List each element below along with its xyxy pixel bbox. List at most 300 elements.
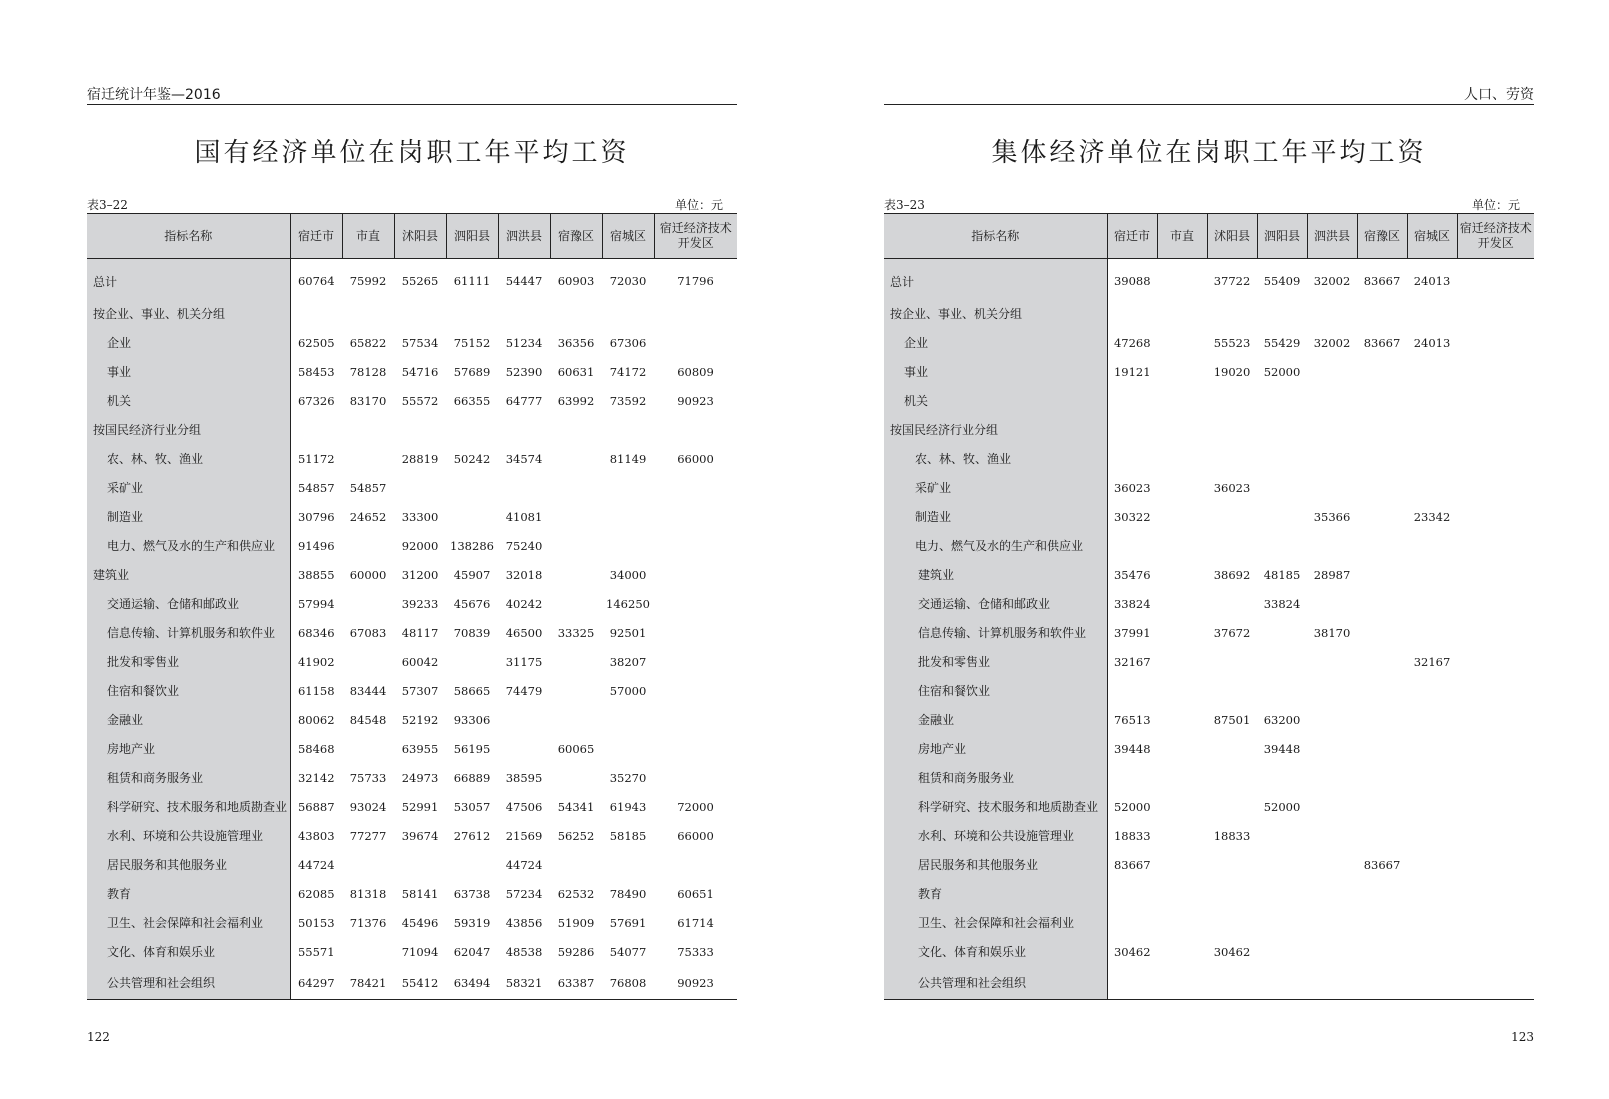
table-cell: 18833 [1113,828,1151,843]
table-cell: 78490 [609,886,647,901]
wage-table-collective [884,213,1534,1000]
table-cell: 52991 [401,799,439,814]
header-region: 泗阳县 [1257,214,1307,259]
row-label: 电力、燃气及水的生产和供应业 [87,531,290,560]
table-cell: 57534 [401,335,439,350]
table-cell [1307,676,1357,705]
table-cell [1157,473,1207,502]
header-region: 宿豫区 [1357,214,1407,259]
table-cell: 83667 [1113,857,1151,872]
table-row [884,560,1534,589]
table-cell: 52000 [1113,799,1151,814]
table-cell: 60651 [677,886,714,901]
header-region: 宿迁经济技术开发区 [654,214,737,259]
table-cell: 76808 [602,966,654,1000]
table-cell: 60903 [557,274,595,288]
table-cell [1257,473,1307,502]
row-label: 电力、燃气及水的生产和供应业 [884,531,1107,560]
table-cell [1157,734,1207,763]
row-label: 建筑业 [884,560,1107,589]
table-cell [1207,444,1257,473]
header-region: 泗阳县 [446,214,498,259]
table-cell: 58185 [609,828,647,843]
table-cell [1307,908,1357,937]
table-cell [1307,531,1357,560]
table-cell: 35366 [1313,509,1351,524]
table-cell [290,299,342,328]
table-cell [1357,908,1407,937]
table-cell [1457,647,1534,676]
table-cell: 39088 [1113,274,1151,288]
table-meta [87,197,737,213]
table-cell [1457,908,1534,937]
header-indicator-name: 指标名称 [87,214,290,259]
table-cell [1257,763,1307,792]
table-cell [1107,966,1157,1000]
table-cell: 78421 [342,966,394,1000]
wage-table-state-owned [87,213,737,1000]
table-cell: 37722 [1213,274,1251,288]
table-cell: 63992 [557,393,595,408]
header-region: 泗洪县 [498,214,550,259]
table-cell [1457,259,1534,300]
row-label: 房地产业 [884,734,1107,763]
table-cell [394,473,446,502]
table-cell: 67306 [609,335,647,350]
table-cell [602,734,654,763]
table-cell: 61943 [609,799,647,814]
table-cell: 57234 [505,886,543,901]
table-cell [1407,821,1457,850]
table-cell [1307,763,1357,792]
table-cell [1357,444,1407,473]
table-cell [654,705,737,734]
table-cell [1307,792,1357,821]
row-label: 房地产业 [87,734,290,763]
table-cell: 19121 [1113,364,1151,379]
table-cell [1407,589,1457,618]
table-cell [1457,676,1534,705]
table-cell: 84548 [349,712,387,727]
table-cell: 78128 [349,364,387,379]
table-cell: 66889 [453,770,491,785]
table-cell: 138286 [450,538,494,553]
table-row [87,908,737,937]
row-label: 居民服务和其他服务业 [87,850,290,879]
table-cell [1407,966,1457,1000]
table-cell [550,560,602,589]
table-row [87,415,737,444]
table-cell [1407,908,1457,937]
table-cell: 58453 [297,364,335,379]
table-cell [1457,705,1534,734]
table-cell [1157,676,1207,705]
table-cell [1207,966,1257,1000]
header-rule [87,104,737,105]
table-cell [654,734,737,763]
table-cell [498,473,550,502]
table-cell: 59286 [557,944,595,959]
table-cell [1157,618,1207,647]
table-cell: 51909 [557,915,595,930]
table-row [884,676,1534,705]
table-cell [394,299,446,328]
header-region: 沭阳县 [394,214,446,259]
table-cell: 32002 [1313,335,1351,350]
row-label: 卫生、社会保障和社会福利业 [87,908,290,937]
table-row [884,908,1534,937]
table-cell [1457,560,1534,589]
table-cell [1107,415,1157,444]
table-row [87,734,737,763]
table-cell [1157,705,1207,734]
table-cell [1407,850,1457,879]
table-cell: 56887 [297,799,335,814]
table-cell: 21569 [505,828,543,843]
table-cell [1457,937,1534,966]
table-cell: 45496 [401,915,439,930]
table-cell [1407,937,1457,966]
table-cell [654,299,737,328]
table-cell: 54857 [297,480,335,495]
table-cell [1157,386,1207,415]
row-label: 企业 [884,328,1107,357]
row-label: 卫生、社会保障和社会福利业 [884,908,1107,937]
table-cell: 36023 [1113,480,1151,495]
table-cell [446,415,498,444]
table-cell [1307,357,1357,386]
table-row [87,879,737,908]
table-cell: 45676 [453,596,491,611]
row-label: 公共管理和社会组织 [884,966,1107,1000]
table-cell: 48117 [401,625,439,640]
table-cell: 62047 [453,944,491,959]
table-cell: 57994 [297,596,335,611]
table-cell [1457,502,1534,531]
table-cell [1407,531,1457,560]
table-cell: 60065 [557,741,595,756]
table-cell: 47506 [505,799,543,814]
table-cell [550,589,602,618]
table-cell [1357,763,1407,792]
table-cell [1307,473,1357,502]
table-cell [1407,444,1457,473]
table-cell: 75240 [505,538,543,553]
table-cell: 54716 [401,364,439,379]
table-cell: 71094 [401,944,439,959]
table-cell [1357,734,1407,763]
table-cell [1157,879,1207,908]
table-cell [1207,647,1257,676]
table-cell [602,299,654,328]
table-cell: 38595 [505,770,543,785]
table-cell: 34000 [609,567,647,582]
row-label: 公共管理和社会组织 [87,966,290,1000]
row-label: 信息传输、计算机服务和软件业 [884,618,1107,647]
table-cell [1207,763,1257,792]
table-cell [1407,357,1457,386]
table-cell [1357,618,1407,647]
table-cell [1407,560,1457,589]
table-cell [342,937,394,966]
table-cell: 46500 [505,625,543,640]
table-cell: 61714 [677,915,714,930]
table-cell: 63387 [550,966,602,1000]
table-cell: 30462 [1213,944,1251,959]
row-label: 采矿业 [884,473,1107,502]
table-cell [1257,299,1307,328]
table-cell [654,763,737,792]
table-cell [1307,734,1357,763]
table-cell: 62505 [297,335,335,350]
table-cell [1407,792,1457,821]
page-title: 集体经济单位在岗职工年平均工资 [991,138,1427,168]
table-cell [602,705,654,734]
table-cell [1157,821,1207,850]
table-cell [550,705,602,734]
table-cell [654,328,737,357]
row-label: 总计 [87,259,290,300]
table-cell [1157,299,1207,328]
table-cell [1407,299,1457,328]
table-cell [654,473,737,502]
table-cell: 83667 [1363,335,1401,350]
table-cell: 90923 [677,393,714,408]
table-cell [1257,647,1307,676]
table-cell: 63200 [1263,712,1301,727]
table-cell [1257,618,1307,647]
table-cell: 83667 [1363,857,1401,872]
table-cell [1457,531,1534,560]
table-cell [1157,259,1207,300]
table-cell: 24652 [349,509,387,524]
table-cell [1407,676,1457,705]
header-region: 宿城区 [1407,214,1457,259]
table-cell: 38207 [609,654,647,669]
table-cell: 44724 [505,857,543,872]
table-row [884,879,1534,908]
table-cell [550,763,602,792]
row-label: 科学研究、技术服务和地质勘查业 [884,792,1107,821]
page-number: 122 [87,1030,110,1044]
table-cell: 75733 [349,770,387,785]
table-cell [1307,415,1357,444]
table-cell: 55429 [1263,335,1301,350]
table-cell [654,560,737,589]
table-cell [1357,502,1407,531]
table-row [884,792,1534,821]
table-cell: 32142 [297,770,335,785]
table-cell: 32167 [1413,654,1451,669]
table-code: 表3–23 [884,198,925,212]
table-row [87,618,737,647]
table-cell: 57307 [401,683,439,698]
table-cell: 33300 [401,509,439,524]
table-cell [290,415,342,444]
table-cell: 57000 [609,683,647,698]
table-cell [498,705,550,734]
table-cell: 55572 [401,393,439,408]
table-cell: 93024 [349,799,387,814]
table-cell: 75152 [453,335,491,350]
table-cell [1157,647,1207,676]
table-cell [1457,357,1534,386]
table-cell [1207,879,1257,908]
table-cell [602,531,654,560]
table-cell: 80062 [297,712,335,727]
table-row [884,328,1534,357]
row-label: 教育 [884,879,1107,908]
table-cell [1207,792,1257,821]
table-cell [1357,589,1407,618]
table-cell: 27612 [453,828,491,843]
table-cell [550,850,602,879]
table-cell [1107,444,1157,473]
row-label: 金融业 [87,705,290,734]
table-cell [1457,966,1534,1000]
table-cell [1207,299,1257,328]
table-cell [1307,299,1357,328]
row-label: 建筑业 [87,560,290,589]
table-unit: 单位：元 [1471,198,1520,212]
row-label: 事业 [87,357,290,386]
table-row [884,734,1534,763]
table-cell: 30796 [297,509,335,524]
table-cell [342,299,394,328]
table-row [884,386,1534,415]
row-label: 住宿和餐饮业 [884,676,1107,705]
row-label: 企业 [87,328,290,357]
row-label: 租赁和商务服务业 [884,763,1107,792]
table-row [87,444,737,473]
table-cell [654,647,737,676]
table-cell [394,415,446,444]
table-cell: 63494 [446,966,498,1000]
table-cell [1157,792,1207,821]
row-label: 批发和零售业 [87,647,290,676]
table-cell: 71376 [349,915,387,930]
table-cell [1307,937,1357,966]
table-cell: 52000 [1263,364,1301,379]
table-cell [342,444,394,473]
table-cell: 146250 [606,596,650,611]
table-cell: 65822 [349,335,387,350]
table-cell [654,415,737,444]
table-unit: 单位：元 [674,198,723,212]
table-cell: 39674 [401,828,439,843]
table-cell [1257,444,1307,473]
table-row [87,937,737,966]
table-cell [1107,531,1157,560]
table-cell: 71796 [677,274,714,288]
table-cell: 48185 [1263,567,1301,582]
table-cell [1457,589,1534,618]
header-region: 市直 [1157,214,1207,259]
table-cell [1307,647,1357,676]
table-cell [550,299,602,328]
table-cell: 60042 [401,654,439,669]
header-region: 宿迁市 [1107,214,1157,259]
table-cell: 19020 [1213,364,1251,379]
row-label: 教育 [87,879,290,908]
table-cell: 62532 [557,886,595,901]
table-cell [1307,444,1357,473]
table-cell: 75333 [677,944,714,959]
table-row [884,473,1534,502]
table-cell: 33325 [557,625,595,640]
row-label: 按企业、事业、机关分组 [884,299,1107,328]
table-row [884,763,1534,792]
table-cell: 38855 [297,567,335,582]
table-cell [1107,676,1157,705]
table-cell: 58141 [401,886,439,901]
page-title: 国有经济单位在岗职工年平均工资 [194,138,630,168]
table-cell [1457,763,1534,792]
table-cell [1357,415,1407,444]
table-cell: 68346 [297,625,335,640]
table-cell [342,589,394,618]
table-meta [884,197,1534,213]
table-cell [342,734,394,763]
table-cell [550,647,602,676]
table-cell: 38692 [1213,567,1251,582]
table-cell: 91496 [297,538,335,553]
row-label: 按国民经济行业分组 [884,415,1107,444]
table-cell: 61111 [453,274,491,288]
table-cell: 81318 [349,886,387,901]
table-cell [654,618,737,647]
table-cell: 39448 [1113,741,1151,756]
table-cell: 35270 [609,770,647,785]
table-cell [1207,502,1257,531]
table-cell: 59319 [453,915,491,930]
table-cell: 81149 [609,451,647,466]
table-cell: 67326 [297,393,335,408]
header-region: 宿迁经济技术开发区 [1457,214,1534,259]
table-cell: 92501 [609,625,647,640]
table-cell: 44724 [297,857,335,872]
table-cell [498,299,550,328]
table-cell: 28819 [401,451,439,466]
row-label: 住宿和餐饮业 [87,676,290,705]
table-row [884,415,1534,444]
table-cell [654,589,737,618]
table-cell: 87501 [1213,712,1251,727]
table-row [87,386,737,415]
table-row [87,705,737,734]
table-cell: 36023 [1213,480,1251,495]
table-cell [1307,821,1357,850]
table-cell [1457,879,1534,908]
table-cell: 34574 [505,451,543,466]
table-cell [394,850,446,879]
table-cell [1457,415,1534,444]
table-cell [1157,531,1207,560]
table-cell [1257,386,1307,415]
table-cell: 50242 [453,451,491,466]
table-row [87,473,737,502]
row-label: 交通运输、仓储和邮政业 [87,589,290,618]
table-cell: 67083 [349,625,387,640]
table-row [87,502,737,531]
table-cell [342,415,394,444]
table-cell: 45907 [453,567,491,582]
table-cell [1357,560,1407,589]
table-cell [550,676,602,705]
table-cell: 77277 [349,828,387,843]
table-cell [602,502,654,531]
page-number: 123 [1511,1030,1534,1044]
